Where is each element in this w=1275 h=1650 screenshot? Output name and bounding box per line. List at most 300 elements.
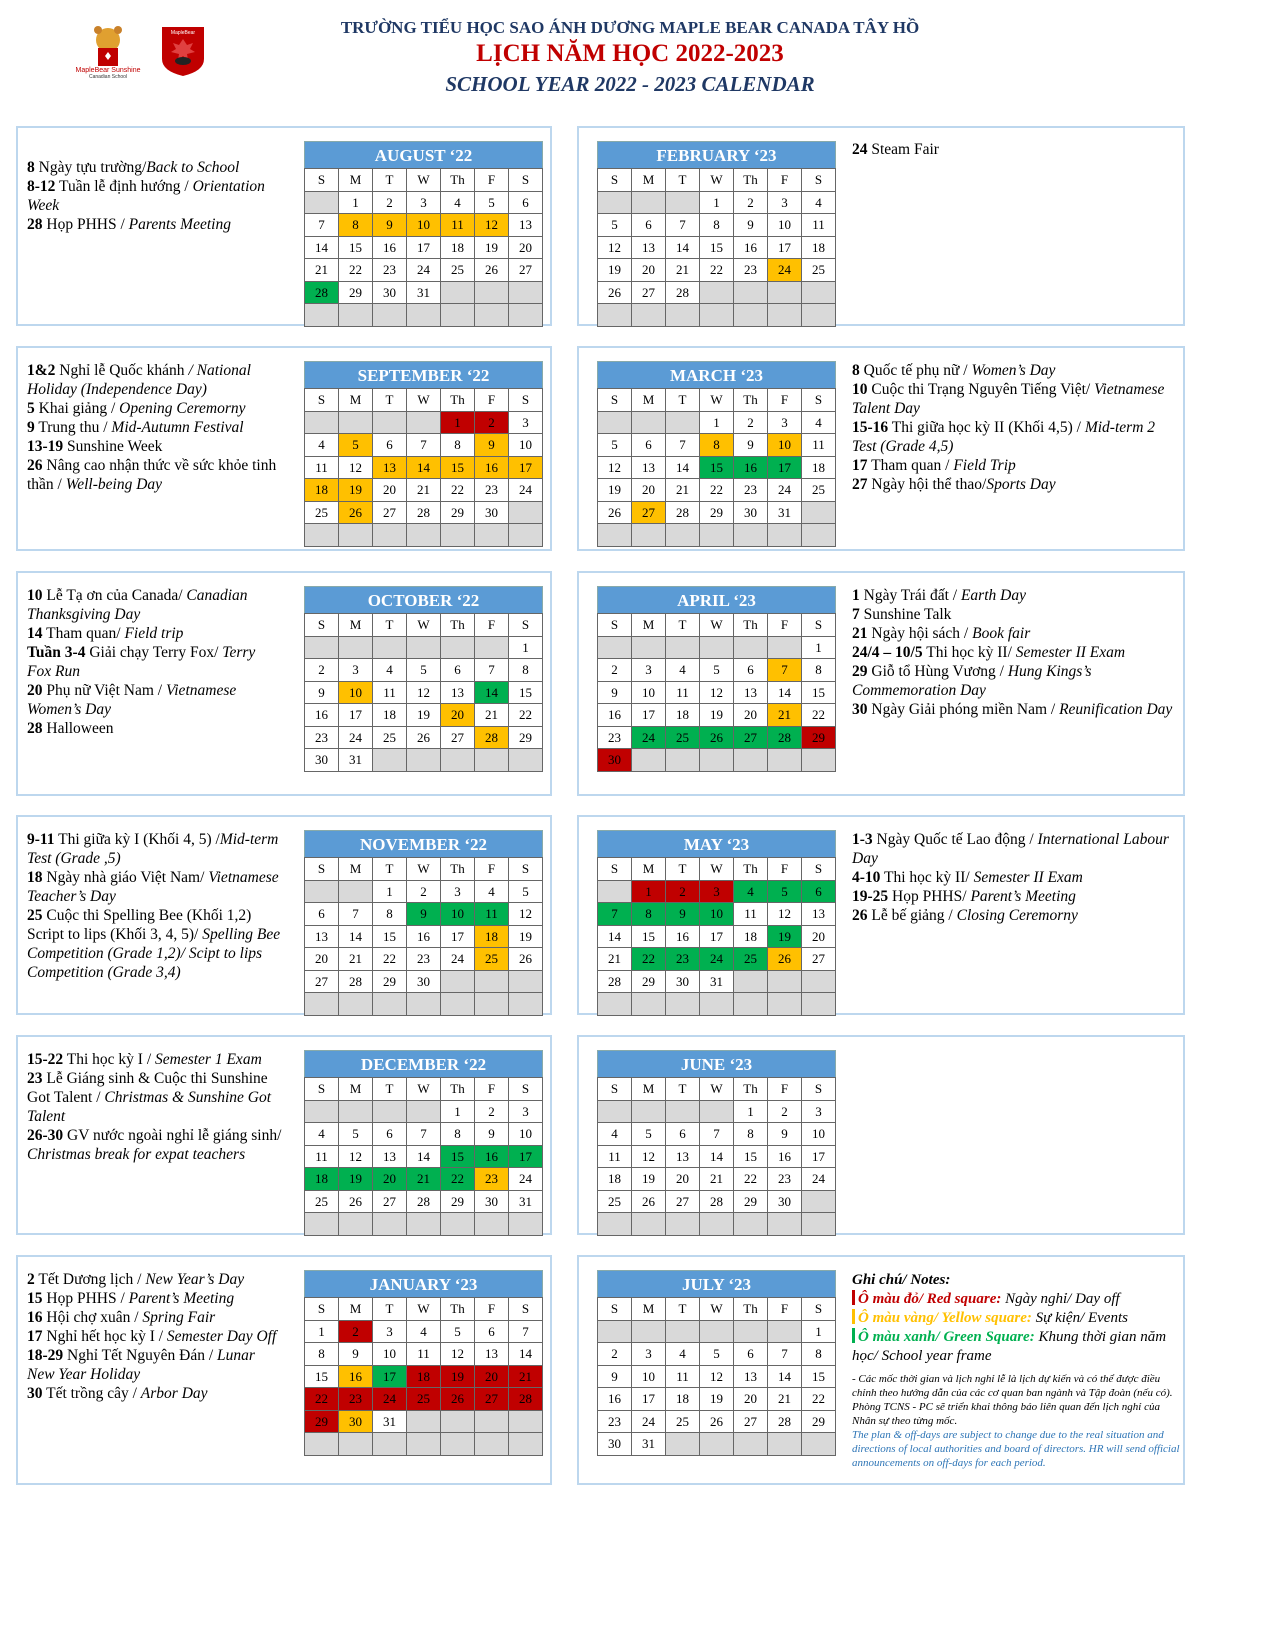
event-item — [27, 399, 282, 418]
empty-cell — [598, 881, 632, 904]
day-cell: 30 — [734, 502, 768, 525]
day-cell: 15 — [700, 457, 734, 480]
empty-cell — [700, 637, 734, 660]
legend-yellow-text: Sự kiện/ Events — [1031, 1310, 1128, 1326]
day-cell: 10 — [509, 434, 543, 457]
empty-cell — [632, 304, 666, 327]
day-cell: 10 — [441, 903, 475, 926]
empty-cell — [802, 749, 836, 772]
day-cell: 4 — [666, 659, 700, 682]
day-cell: 25 — [373, 727, 407, 750]
day-cell: 29 — [373, 971, 407, 994]
day-cell: 17 — [632, 704, 666, 727]
day-cell: 29 — [802, 1411, 836, 1434]
day-cell: 16 — [373, 237, 407, 260]
event-date: 24/4 – 10/5 — [852, 644, 923, 661]
event-en: Canadian Thanksgiving Day — [27, 587, 248, 623]
day-cell: 17 — [373, 1366, 407, 1389]
empty-cell — [339, 412, 373, 435]
day-cell: 22 — [700, 259, 734, 282]
day-cell: 30 — [407, 971, 441, 994]
legend-notes — [852, 1271, 1182, 1470]
empty-cell — [407, 993, 441, 1016]
empty-cell — [632, 1213, 666, 1236]
event-item — [27, 868, 282, 906]
day-cell: 26 — [598, 502, 632, 525]
event-en: Spelling Bee Competition (Grade 1,2)/ Scipt to lips Competition (Grade 3,4) — [27, 926, 281, 981]
event-en: Mid-term 2 Test (Grade 4,5) — [852, 419, 1156, 455]
empty-cell — [373, 1433, 407, 1456]
weekday-header: Th — [734, 389, 768, 412]
day-cell: 13 — [305, 926, 339, 949]
month-title: MARCH ‘23 — [597, 361, 836, 388]
day-cell: 22 — [339, 259, 373, 282]
event-date: 8 — [27, 159, 35, 176]
event-item — [27, 158, 282, 177]
day-cell: 12 — [632, 1146, 666, 1169]
day-cell: 16 — [598, 704, 632, 727]
event-vn: Giỗ tổ Hùng Vương / — [867, 663, 1008, 680]
day-cell: 25 — [666, 1411, 700, 1434]
empty-cell — [305, 192, 339, 215]
event-item — [852, 887, 1177, 906]
weekday-header: Th — [441, 389, 475, 412]
day-cell: 4 — [373, 659, 407, 682]
day-cell: 26 — [632, 1191, 666, 1214]
empty-cell — [441, 304, 475, 327]
weekday-header: W — [407, 389, 441, 412]
empty-cell — [734, 993, 768, 1016]
event-vn: Họp PHHS / — [42, 216, 129, 233]
legend-yellow-label: Ô màu vàng/ Yellow square: — [858, 1310, 1032, 1326]
weekday-header: Th — [441, 614, 475, 637]
day-cell: 19 — [407, 704, 441, 727]
day-cell: 2 — [734, 412, 768, 435]
weekday-header: S — [509, 1078, 543, 1101]
day-cell: 7 — [768, 1343, 802, 1366]
event-date: 1&2 — [27, 362, 56, 379]
day-cell: 7 — [407, 1123, 441, 1146]
events-may — [852, 830, 1177, 925]
day-cell: 27 — [734, 727, 768, 750]
empty-cell — [632, 1101, 666, 1124]
day-cell: 23 — [768, 1168, 802, 1191]
page-subtitle: SCHOOL YEAR 2022 - 2023 CALENDAR — [445, 72, 815, 96]
day-cell: 5 — [598, 434, 632, 457]
calendar-september — [304, 361, 543, 547]
day-cell: 21 — [700, 1168, 734, 1191]
day-cell: 17 — [509, 457, 543, 480]
day-cell: 8 — [700, 214, 734, 237]
day-cell: 12 — [475, 214, 509, 237]
empty-cell — [632, 192, 666, 215]
yellow-swatch-icon — [852, 1309, 855, 1324]
day-cell: 20 — [632, 479, 666, 502]
day-cell: 16 — [734, 237, 768, 260]
day-cell: 10 — [509, 1123, 543, 1146]
day-cell: 25 — [666, 727, 700, 750]
day-cell: 15 — [700, 237, 734, 260]
event-vn: Phụ nữ Việt Nam / — [42, 682, 166, 699]
event-item — [27, 177, 282, 215]
day-cell: 20 — [509, 237, 543, 260]
empty-cell — [509, 524, 543, 547]
day-cell: 17 — [509, 1146, 543, 1169]
day-cell: 26 — [598, 282, 632, 305]
empty-cell — [373, 1101, 407, 1124]
day-cell: 30 — [475, 502, 509, 525]
day-cell: 24 — [441, 948, 475, 971]
event-date: 8-12 — [27, 178, 56, 195]
empty-cell — [734, 304, 768, 327]
day-cell: 19 — [339, 479, 373, 502]
event-vn: Khai giảng / — [34, 400, 120, 417]
day-cell: 9 — [475, 1123, 509, 1146]
day-cell: 25 — [305, 1191, 339, 1214]
day-cell: 21 — [339, 948, 373, 971]
day-cell: 21 — [407, 1168, 441, 1191]
empty-cell — [666, 993, 700, 1016]
day-cell: 14 — [407, 457, 441, 480]
empty-cell — [305, 412, 339, 435]
weekday-header: S — [509, 1298, 543, 1321]
day-cell: 26 — [441, 1388, 475, 1411]
day-cell: 5 — [768, 881, 802, 904]
day-cell: 27 — [475, 1388, 509, 1411]
day-cell: 20 — [475, 1366, 509, 1389]
day-cell: 28 — [598, 971, 632, 994]
day-cell: 15 — [734, 1146, 768, 1169]
event-vn: Thi học kỳ II/ — [880, 869, 974, 886]
weekday-header: W — [700, 1078, 734, 1101]
weekday-header: F — [475, 1298, 509, 1321]
empty-cell — [632, 1321, 666, 1344]
event-item — [852, 662, 1177, 700]
empty-cell — [802, 971, 836, 994]
day-cell: 10 — [407, 214, 441, 237]
event-vn: Giải chạy Terry Fox/ — [85, 644, 223, 661]
event-item — [27, 1308, 282, 1327]
day-cell: 21 — [598, 948, 632, 971]
day-cell: 12 — [598, 237, 632, 260]
day-cell: 18 — [666, 1388, 700, 1411]
day-cell: 9 — [598, 682, 632, 705]
day-cell: 11 — [407, 1343, 441, 1366]
event-en: Book fair — [972, 625, 1031, 642]
empty-cell — [407, 524, 441, 547]
event-date: 4-10 — [852, 869, 881, 886]
day-cell: 29 — [632, 971, 666, 994]
weekday-header: S — [509, 858, 543, 881]
calendar-june — [597, 1050, 836, 1236]
day-cell: 2 — [768, 1101, 802, 1124]
event-vn: Ngày hội sách / — [867, 625, 973, 642]
empty-cell — [598, 192, 632, 215]
event-item — [852, 906, 1177, 925]
day-cell: 23 — [305, 727, 339, 750]
empty-cell — [305, 881, 339, 904]
day-cell: 16 — [305, 704, 339, 727]
day-cell: 18 — [407, 1366, 441, 1389]
events-september — [27, 361, 282, 494]
event-date: 2 — [27, 1271, 35, 1288]
day-cell: 12 — [700, 1366, 734, 1389]
event-en: Women’s Day — [971, 362, 1056, 379]
en-note: The plan & off-days are subject to change due to the real situation and directions of local authorities and board of directors. HR will send official announcements on off-days for each period. — [852, 1429, 1180, 1469]
empty-cell — [339, 993, 373, 1016]
day-cell: 18 — [734, 926, 768, 949]
empty-cell — [802, 993, 836, 1016]
empty-cell — [666, 1321, 700, 1344]
day-cell: 7 — [666, 434, 700, 457]
day-cell: 14 — [666, 237, 700, 260]
day-cell: 22 — [373, 948, 407, 971]
empty-cell — [768, 637, 802, 660]
day-cell: 5 — [509, 881, 543, 904]
event-vn: Ngày tựu trường/ — [34, 159, 147, 176]
day-cell: 17 — [802, 1146, 836, 1169]
empty-cell — [441, 282, 475, 305]
event-vn: Sunshine Week — [63, 438, 163, 455]
weekday-header: S — [305, 1298, 339, 1321]
day-cell: 29 — [441, 502, 475, 525]
event-vn: Ngày nhà giáo Việt Nam/ — [42, 869, 209, 886]
day-cell: 12 — [407, 682, 441, 705]
empty-cell — [305, 1433, 339, 1456]
event-date: 26-30 — [27, 1127, 64, 1144]
event-item — [27, 830, 282, 868]
empty-cell — [700, 524, 734, 547]
day-cell: 5 — [700, 659, 734, 682]
day-cell: 14 — [305, 237, 339, 260]
day-cell: 13 — [802, 903, 836, 926]
weekday-header: S — [509, 389, 543, 412]
day-cell: 18 — [305, 479, 339, 502]
month-grid — [304, 168, 543, 327]
weekday-header: F — [475, 1078, 509, 1101]
day-cell: 26 — [700, 1411, 734, 1434]
month-grid — [304, 1297, 543, 1456]
empty-cell — [768, 304, 802, 327]
empty-cell — [339, 1433, 373, 1456]
day-cell: 30 — [373, 282, 407, 305]
day-cell: 8 — [441, 1123, 475, 1146]
events-october — [27, 586, 282, 738]
weekday-header: W — [407, 1298, 441, 1321]
empty-cell — [598, 304, 632, 327]
day-cell: 11 — [373, 682, 407, 705]
weekday-header: W — [700, 614, 734, 637]
event-vn: Cuộc thi Trạng Nguyên Tiếng Việt/ — [867, 381, 1095, 398]
empty-cell — [666, 749, 700, 772]
day-cell: 28 — [305, 282, 339, 305]
empty-cell — [734, 1213, 768, 1236]
events-december — [27, 1050, 282, 1164]
weekday-header: W — [407, 858, 441, 881]
event-en: International Labour Day — [852, 831, 1169, 867]
day-cell: 4 — [441, 192, 475, 215]
day-cell: 5 — [475, 192, 509, 215]
day-cell: 13 — [734, 682, 768, 705]
day-cell: 6 — [305, 903, 339, 926]
event-vn: Thi giữa học kỳ II (Khối 4,5) / — [888, 419, 1085, 436]
day-cell: 29 — [509, 727, 543, 750]
day-cell: 4 — [802, 412, 836, 435]
day-cell: 19 — [700, 704, 734, 727]
day-cell: 23 — [407, 948, 441, 971]
event-vn: Ngày Giải phóng miền Nam / — [867, 701, 1060, 718]
empty-cell — [407, 1433, 441, 1456]
event-en: Mid-Autumn Festival — [111, 419, 244, 436]
day-cell: 12 — [700, 682, 734, 705]
empty-cell — [734, 749, 768, 772]
weekday-header: F — [475, 858, 509, 881]
day-cell: 20 — [666, 1168, 700, 1191]
event-date: 7 — [852, 606, 860, 623]
page-header — [0, 0, 1275, 120]
event-item — [27, 719, 282, 738]
day-cell: 28 — [700, 1191, 734, 1214]
weekday-header: S — [598, 614, 632, 637]
day-cell: 25 — [598, 1191, 632, 1214]
events-august — [27, 158, 282, 234]
month-title: OCTOBER ‘22 — [304, 586, 543, 613]
day-cell: 23 — [475, 479, 509, 502]
day-cell: 1 — [441, 412, 475, 435]
events-april — [852, 586, 1177, 719]
day-cell: 19 — [441, 1366, 475, 1389]
day-cell: 8 — [802, 659, 836, 682]
weekday-header: Th — [441, 1298, 475, 1321]
empty-cell — [407, 412, 441, 435]
day-cell: 30 — [475, 1191, 509, 1214]
day-cell: 23 — [734, 479, 768, 502]
day-cell: 27 — [373, 1191, 407, 1214]
empty-cell — [598, 1213, 632, 1236]
day-cell: 11 — [802, 214, 836, 237]
maple-bear-logo — [68, 22, 148, 78]
event-en: Lunar New Year Holiday — [27, 1347, 255, 1383]
event-en: Arbor Day — [140, 1385, 208, 1402]
weekday-header: T — [666, 858, 700, 881]
day-cell: 17 — [339, 704, 373, 727]
empty-cell — [475, 993, 509, 1016]
legend-green-text: Khung thời gian năm học/ School year frame — [852, 1329, 1167, 1364]
day-cell: 22 — [509, 704, 543, 727]
day-cell: 17 — [768, 237, 802, 260]
event-date: 15 — [27, 1290, 43, 1307]
empty-cell — [666, 637, 700, 660]
weekday-header: W — [407, 1078, 441, 1101]
day-cell: 17 — [441, 926, 475, 949]
day-cell: 23 — [598, 1411, 632, 1434]
event-item — [27, 1289, 282, 1308]
day-cell: 27 — [734, 1411, 768, 1434]
day-cell: 10 — [768, 434, 802, 457]
month-grid — [304, 388, 543, 547]
day-cell: 16 — [407, 926, 441, 949]
empty-cell — [407, 749, 441, 772]
day-cell: 17 — [700, 926, 734, 949]
day-cell: 18 — [802, 237, 836, 260]
day-cell: 1 — [373, 881, 407, 904]
day-cell: 6 — [632, 214, 666, 237]
calendar-august — [304, 141, 543, 327]
day-cell: 7 — [475, 659, 509, 682]
event-en: Parent’s Meeting — [128, 1290, 235, 1307]
event-date: 17 — [27, 1328, 43, 1345]
day-cell: 14 — [768, 682, 802, 705]
day-cell: 9 — [734, 214, 768, 237]
day-cell: 4 — [305, 1123, 339, 1146]
day-cell: 6 — [734, 659, 768, 682]
day-cell: 13 — [373, 1146, 407, 1169]
day-cell: 28 — [475, 727, 509, 750]
day-cell: 20 — [734, 704, 768, 727]
empty-cell — [768, 1321, 802, 1344]
month-grid — [597, 1297, 836, 1456]
event-date: 10 — [852, 381, 868, 398]
weekday-header: M — [632, 1298, 666, 1321]
event-item — [27, 1327, 282, 1346]
event-item — [27, 1069, 282, 1126]
empty-cell — [734, 637, 768, 660]
event-en: Field Trip — [953, 457, 1016, 474]
weekday-header: T — [666, 1078, 700, 1101]
day-cell: 17 — [768, 457, 802, 480]
event-en: Sports Day — [986, 476, 1056, 493]
empty-cell — [441, 749, 475, 772]
empty-cell — [373, 1213, 407, 1236]
day-cell: 31 — [339, 749, 373, 772]
event-date: 26 — [852, 907, 868, 924]
event-item — [27, 906, 282, 982]
month-title: JUNE ‘23 — [597, 1050, 836, 1077]
weekday-header: S — [305, 1078, 339, 1101]
day-cell: 7 — [339, 903, 373, 926]
legend-green — [852, 1328, 1182, 1366]
empty-cell — [700, 1321, 734, 1344]
day-cell: 9 — [666, 903, 700, 926]
month-grid — [597, 168, 836, 327]
event-item — [27, 1384, 282, 1403]
calendar-april — [597, 586, 836, 772]
event-date: 29 — [852, 663, 868, 680]
day-cell: 19 — [475, 237, 509, 260]
day-cell: 19 — [768, 926, 802, 949]
day-cell: 7 — [407, 434, 441, 457]
svg-text:MapleBear Sunshine: MapleBear Sunshine — [75, 67, 141, 74]
event-vn: Lễ Giáng sinh & Cuộc thi Sunshine Got Talent / — [27, 1070, 268, 1106]
empty-cell — [700, 1213, 734, 1236]
day-cell: 13 — [666, 1146, 700, 1169]
day-cell: 6 — [441, 659, 475, 682]
event-en: Vietnamese Talent Day — [852, 381, 1165, 417]
empty-cell — [509, 993, 543, 1016]
day-cell: 4 — [475, 881, 509, 904]
empty-cell — [475, 1411, 509, 1434]
calendar-may — [597, 830, 836, 1016]
event-en: Vietnamese Women’s Day — [27, 682, 237, 718]
day-cell: 8 — [339, 214, 373, 237]
weekday-header: T — [666, 389, 700, 412]
day-cell: 7 — [598, 903, 632, 926]
day-cell: 30 — [598, 1433, 632, 1456]
event-vn: Họp PHHS / — [42, 1290, 129, 1307]
event-vn: Nghỉ hết học kỳ I / — [42, 1328, 167, 1345]
event-item — [852, 605, 1177, 624]
day-cell: 2 — [475, 1101, 509, 1124]
